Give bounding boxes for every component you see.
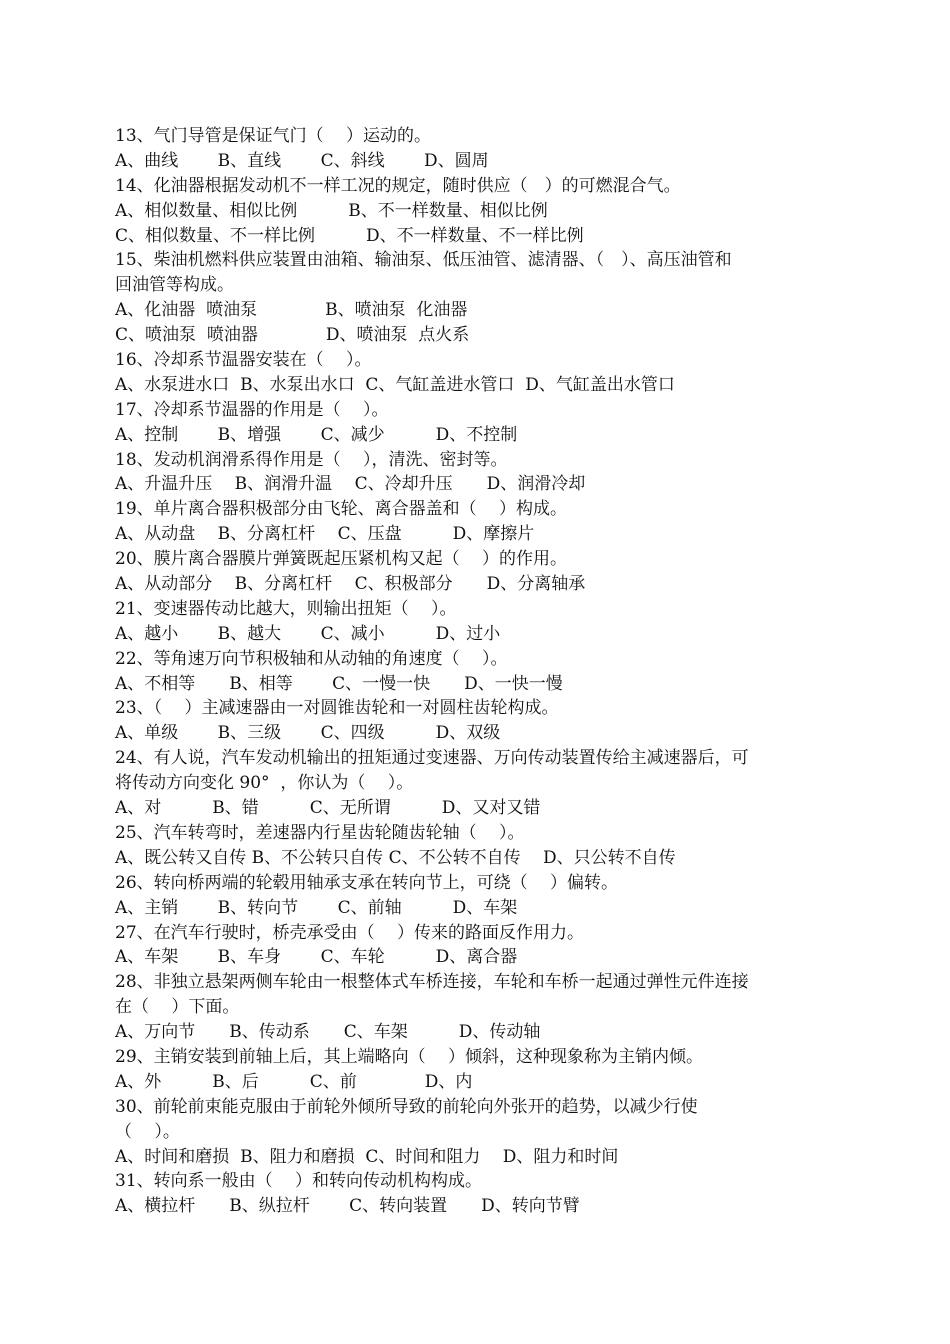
question-13: 13、气门导管是保证气门（ ）运动的。 (115, 126, 432, 146)
options-13: A、曲线 B、直线 C、斜线 D、圆周 (115, 150, 489, 171)
options-20: A、从动部分 B、分离杠杆 C、积极部分 D、分离轴承 (115, 574, 586, 595)
options-28: A、万向节 B、传动系 C、车架 D、传动轴 (115, 1022, 541, 1043)
options-19: A、从动盘 B、分离杠杆 C、压盘 D、摩擦片 (115, 524, 535, 545)
question-30-cont: （ ）。 (115, 1121, 180, 1142)
options-25: A、既公转又自传 B、不公转只自传 C、不公转不自传 D、只公转不自传 (115, 847, 676, 868)
options-29: A、外 B、后 C、前 D、内 (115, 1071, 473, 1092)
options-16: A、水泵进水口 B、水泵出水口 C、气缸盖进水管口 D、气缸盖出水管口 (115, 374, 675, 395)
question-19: 19、单片离合器积极部分由飞轮、离合器盖和（ ）构成。 (115, 499, 568, 520)
options-24: A、对 B、错 C、无所谓 D、又对又错 (115, 798, 541, 819)
question-15-cont: 回油管等构成。 (115, 275, 234, 296)
question-15: 15、柴油机燃料供应装置由油箱、输油泵、低压油管、滤清器、（ ）、高压油管和 (115, 250, 732, 271)
question-27: 27、在汽车行驶时，桥壳承受由（ ）传来的路面反作用力。 (115, 922, 585, 943)
options-14-ab: A、相似数量、相似比例 B、不一样数量、相似比例 (115, 200, 548, 221)
question-23: 23、（ ）主减速器由一对圆锥齿轮和一对圆柱齿轮构成。 (115, 698, 559, 719)
question-24: 24、有人说，汽车发动机输出的扭矩通过变速器、万向传动装置传给主减速器后，可 (115, 748, 749, 769)
options-23: A、单级 B、三级 C、四级 D、双级 (115, 723, 501, 744)
question-22: 22、等角速万向节积极轴和从动轴的角速度（ ）。 (115, 648, 508, 669)
options-15-cd: C、喷油泵 喷油器 D、喷油泵 点火系 (115, 325, 470, 346)
question-20: 20、膜片离合器膜片弹簧既起压紧机构又起（ ）的作用。 (115, 549, 568, 570)
question-25: 25、汽车转弯时，差速器内行星齿轮随齿轮轴（ ）。 (115, 822, 525, 843)
document-page (115, 124, 835, 1219)
question-29: 29、主销安装到前轴上后，其上端略向（ ）倾斜，这种现象称为主销内倾。 (115, 1046, 704, 1067)
question-28-cont: 在（ ）下面。 (115, 997, 240, 1018)
options-15-ab: A、化油器 喷油泵 B、喷油泵 化油器 (115, 300, 468, 321)
options-31: A、横拉杆 B、纵拉杆 C、转向装置 D、转向节臂 (115, 1196, 580, 1217)
options-18: A、升温升压 B、润滑升温 C、冷却升压 D、润滑冷却 (115, 474, 586, 495)
question-14: 14、化油器根据发动机不一样工况的规定，随时供应（ ）的可燃混合气。 (115, 175, 681, 196)
question-28: 28、非独立悬架两侧车轮由一根整体式车桥连接，车轮和车桥一起通过弹性元件连接 (115, 972, 749, 993)
question-31: 31、转向系一般由（ ）和转向传动机构构成。 (115, 1171, 483, 1192)
question-18: 18、发动机润滑系得作用是（ ），清洗、密封等。 (115, 449, 508, 470)
options-30: A、时间和磨损 B、阻力和磨损 C、时间和阻力 D、阻力和时间 (115, 1146, 619, 1167)
options-26: A、主销 B、转向节 C、前轴 D、车架 (115, 897, 518, 918)
options-14-cd: C、相似数量、不一样比例 D、不一样数量、不一样比例 (115, 225, 584, 246)
question-26: 26、转向桥两端的轮毂用轴承支承在转向节上，可绕（ ）偏转。 (115, 872, 619, 893)
options-21: A、越小 B、越大 C、减小 D、过小 (115, 623, 501, 644)
question-16: 16、冷却系节温器安装在（ ）。 (115, 350, 372, 371)
question-21: 21、变速器传动比越大，则输出扭矩（ ）。 (115, 598, 457, 619)
question-24-cont: 将传动方向变化 90° ，你认为（ ）。 (115, 773, 414, 794)
question-17: 17、冷却系节温器的作用是（ ）。 (115, 399, 389, 420)
options-27: A、车架 B、车身 C、车轮 D、离合器 (115, 947, 518, 968)
options-17: A、控制 B、增强 C、减少 D、不控制 (115, 424, 518, 445)
question-30: 30、前轮前束能克服由于前轮外倾所导致的前轮向外张开的趋势，以减少行使 (115, 1096, 698, 1117)
options-22: A、不相等 B、相等 C、一慢一快 D、一快一慢 (115, 673, 563, 694)
